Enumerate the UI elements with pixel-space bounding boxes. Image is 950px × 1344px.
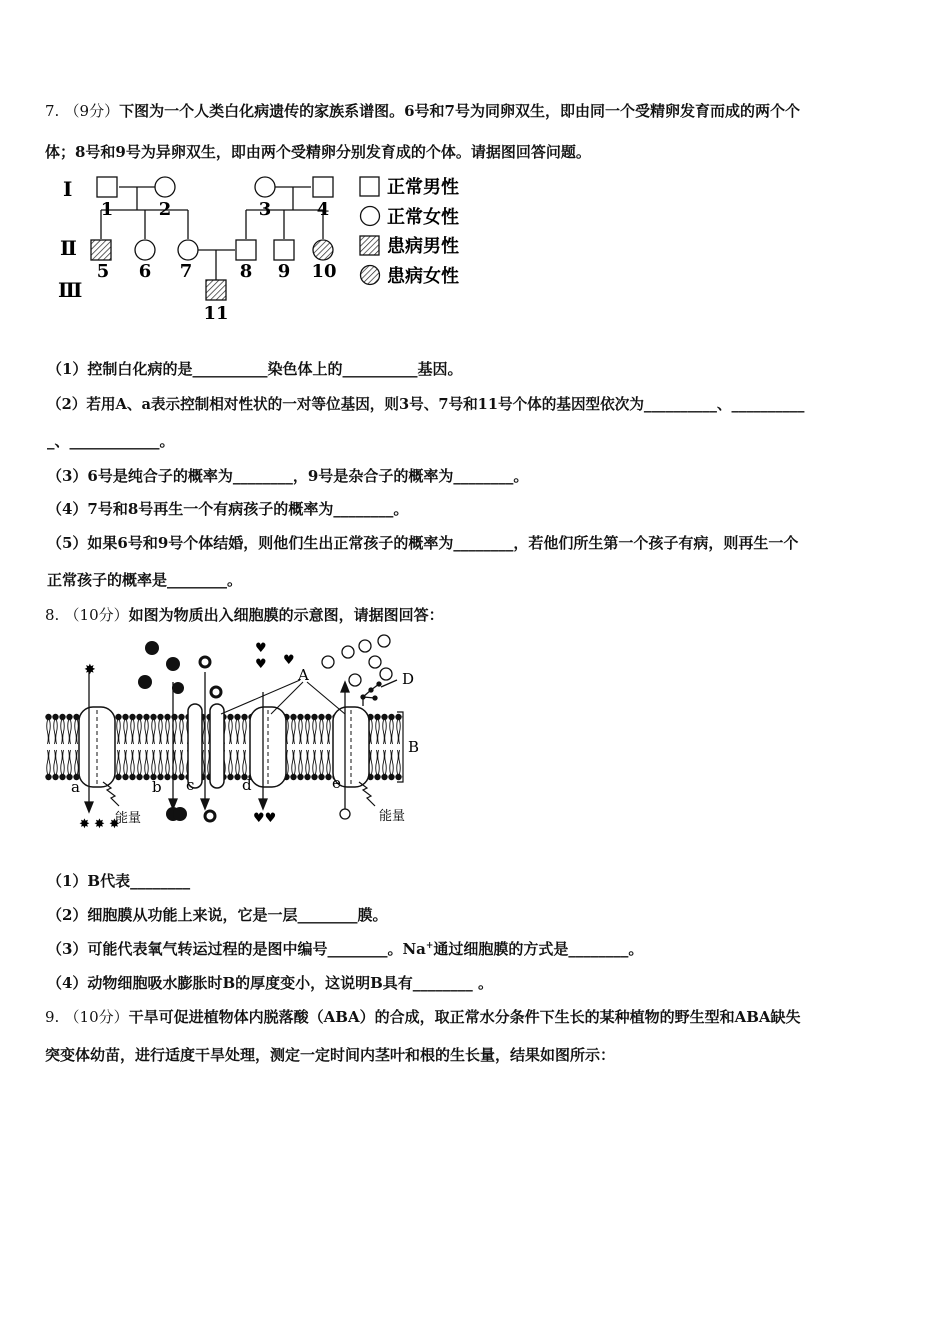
label-B: B: [408, 738, 420, 756]
legend-hatched-circle-icon: [361, 266, 380, 285]
q8-stem-text: 如图为物质出入细胞膜的示意图，请据图回答：: [128, 606, 444, 624]
label-e: e: [332, 774, 341, 792]
legend-affected-female: 患病女性: [387, 266, 459, 287]
q8-sub3-text-b: 通过细胞膜的方式是________。: [433, 940, 644, 958]
legend-circle-icon: [361, 207, 380, 226]
heart-molecule-icon-1: ♥: [255, 641, 267, 656]
q7-sub2-line2: _、____________。: [47, 432, 175, 450]
q9-score: （10分）: [64, 1008, 129, 1026]
q7-sub5-line2: 正常孩子的概率是________。: [47, 571, 243, 589]
label-a: a: [71, 778, 80, 796]
q7-sub5-line1: （5）如果6号和9号个体结婚，则他们生出正常孩子的概率为________，若他们所生第一个孩子有病，则再生一个: [47, 534, 799, 552]
q7-stem-line1: [45, 100, 800, 121]
q9-stem-line1: [45, 1006, 801, 1027]
q8-sub4: （4）动物细胞吸水膨胀时B的厚度变小，这说明B具有________ 。: [47, 974, 494, 992]
pedigree-diagram: [55, 172, 495, 322]
generation-label-2: Ⅱ: [60, 236, 77, 260]
q8-sub1: （1）B代表________: [47, 872, 191, 890]
label-D: D: [402, 670, 415, 688]
individual-3: 3: [258, 199, 272, 220]
q8-score: （10分）: [64, 606, 129, 624]
q7-stem-line2: 体；8号和9号为异卵双生，即由两个受精卵分别发育成的个体。请据图回答问题。: [45, 143, 591, 161]
star-molecules-inside-icon: ✸ ✸ ✸: [79, 817, 120, 832]
energy-label-2: 能量: [379, 809, 406, 824]
individual-6: 6: [138, 261, 152, 282]
label-c: c: [186, 776, 195, 794]
legend-affected-male: 患病男性: [387, 236, 459, 257]
star-molecule-icon: ✸: [84, 662, 96, 678]
individual-7: 7: [179, 261, 193, 282]
label-A: A: [298, 666, 309, 684]
q7-sub3: （3）6号是纯合子的概率为________，9号是杂合子的概率为________。: [47, 467, 529, 485]
individual-9: 9: [277, 261, 291, 282]
generation-label-3: Ⅲ: [58, 278, 83, 302]
q9-stem-text1: 干旱可促进植物体内脱落酸（ABA）的合成，取正常水分条件下生长的某种植物的野生型和ABA缺失: [128, 1008, 801, 1026]
q8-stem: [45, 604, 444, 625]
label-d: d: [242, 776, 252, 794]
membrane-diagram: [45, 632, 425, 832]
q8-number: 8.: [45, 606, 60, 624]
q8-sub2: （2）细胞膜从功能上来说，它是一层________膜。: [47, 906, 388, 924]
q8-sub3-superscript: +: [425, 941, 434, 951]
legend-normal-female: 正常女性: [387, 207, 459, 228]
label-b: b: [152, 778, 162, 796]
individual-10: 10: [311, 261, 337, 282]
individual-2: 2: [158, 199, 172, 220]
legend-normal-male: 正常男性: [387, 177, 459, 198]
q7-number: 7.: [45, 102, 60, 120]
energy-label-1: 能量: [115, 811, 142, 826]
generation-label-1: Ⅰ: [63, 177, 73, 201]
legend-hatched-square-icon: [360, 236, 379, 255]
q7-sub2-line1: （2）若用A、a表示控制相对性状的一对等位基因，则3号、7号和11号个体的基因型依次为__________、__________: [47, 396, 805, 413]
heart-molecule-icon-3: ♥: [283, 653, 295, 668]
individual-5: 5: [96, 261, 110, 282]
individual-11: 11: [203, 303, 229, 322]
individual-8: 8: [239, 261, 253, 282]
heart-molecule-icon-2: ♥: [255, 657, 267, 672]
individual-1: 1: [100, 199, 114, 220]
heart-molecules-inside-icon: ♥♥: [253, 811, 277, 826]
q8-sub3-text-a: （3）可能代表氧气转运过程的是图中编号________。Na: [47, 940, 426, 958]
q7-score: （9分）: [64, 102, 120, 120]
q7-sub1: （1）控制白化病的是__________染色体上的__________基因。: [47, 360, 463, 378]
q8-sub3: [47, 938, 643, 959]
q9-number: 9.: [45, 1008, 60, 1026]
q7-sub4: （4）7号和8号再生一个有病孩子的概率为________。: [47, 500, 409, 518]
individual-4: 4: [316, 199, 330, 220]
q7-stem-text1: 下图为一个人类白化病遗传的家族系谱图。6号和7号为同卵双生，即由同一个受精卵发育而成的两个个: [119, 102, 800, 120]
q9-stem-line2: 突变体幼苗，进行适度干旱处理，测定一定时间内茎叶和根的生长量，结果如图所示：: [45, 1046, 616, 1064]
legend-square-icon: [360, 177, 379, 196]
